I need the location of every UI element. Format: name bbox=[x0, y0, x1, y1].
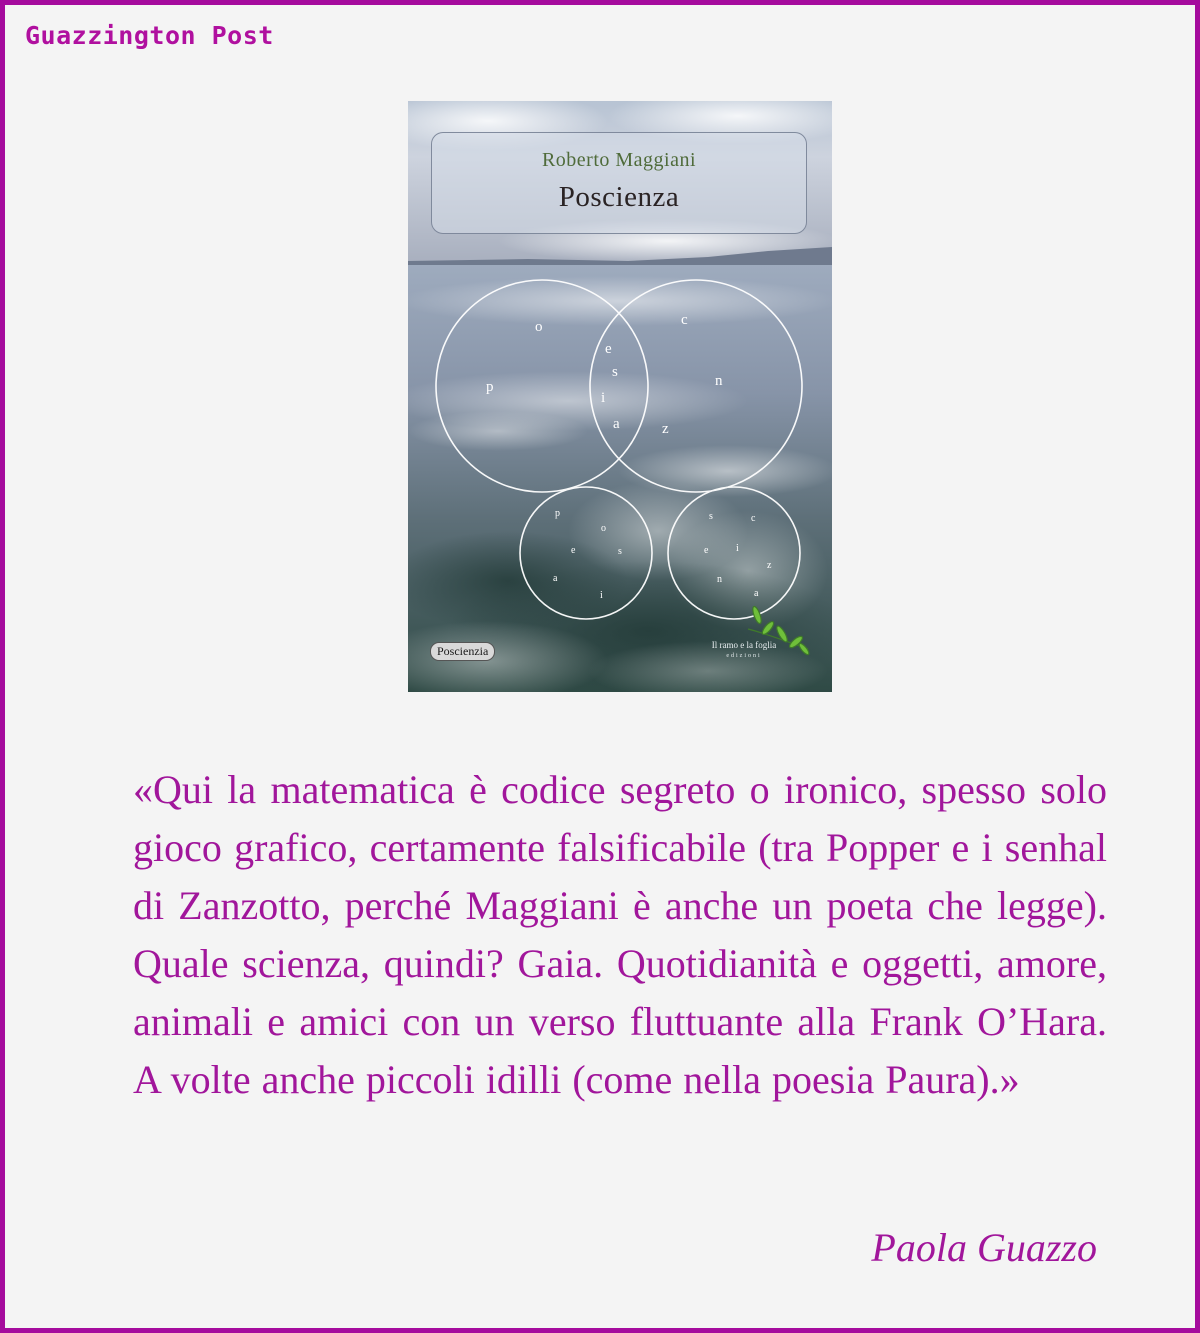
cover-letter: z bbox=[767, 560, 772, 571]
cover-letter: p bbox=[555, 508, 560, 519]
cover-letter: s bbox=[618, 546, 622, 557]
cover-letter: i bbox=[600, 590, 603, 601]
cover-letter: a bbox=[613, 416, 620, 432]
cover-title-box bbox=[431, 132, 807, 234]
series-badge: Poscienzia bbox=[430, 642, 495, 661]
publisher-sub: edizioni bbox=[726, 653, 762, 659]
cover-author: Roberto Maggiani bbox=[541, 149, 697, 171]
cover-letter: s bbox=[709, 511, 713, 522]
review-quote: «Qui la matematica è codice segreto o ironico, spesso solo gioco grafico, certamente falsificabile (tra Popper e i senhal di Zanzotto, perché Maggiani è anche un poeta che legge). Quale scienza, quindi? Gaia. Quotidianità e oggetti, amore, animali e amici con un verso fluttuante alla Frank O’Hara. A volte anche piccoli idilli (come nella poesia Paura).» bbox=[133, 767, 1107, 1102]
publisher-logo bbox=[704, 640, 784, 662]
quote-author: Paola Guazzo bbox=[871, 1225, 1097, 1270]
cover-letter: o bbox=[601, 523, 606, 534]
cover-letter: c bbox=[751, 513, 756, 524]
cover-letter: i bbox=[736, 543, 739, 554]
cover-letter: n bbox=[715, 373, 723, 389]
cover-letter: o bbox=[535, 319, 543, 335]
cover-letter: n bbox=[717, 574, 722, 585]
cover-letter: a bbox=[754, 588, 759, 599]
cover-letter: i bbox=[601, 390, 606, 406]
cover-letter: e bbox=[605, 341, 612, 357]
cover-letter: c bbox=[681, 312, 688, 328]
masthead-logo: Guazzington Post bbox=[25, 21, 274, 50]
cover-letter: e bbox=[571, 545, 576, 556]
cover-letter: z bbox=[662, 421, 669, 437]
publisher-name: Il ramo e la foglia bbox=[711, 640, 777, 650]
book-cover bbox=[408, 101, 832, 692]
cover-letter: s bbox=[612, 364, 618, 380]
cover-title: Poscienza bbox=[558, 181, 680, 213]
cover-letter: p bbox=[486, 379, 494, 395]
cover-letter: a bbox=[553, 573, 558, 584]
cover-letter: e bbox=[704, 545, 709, 556]
